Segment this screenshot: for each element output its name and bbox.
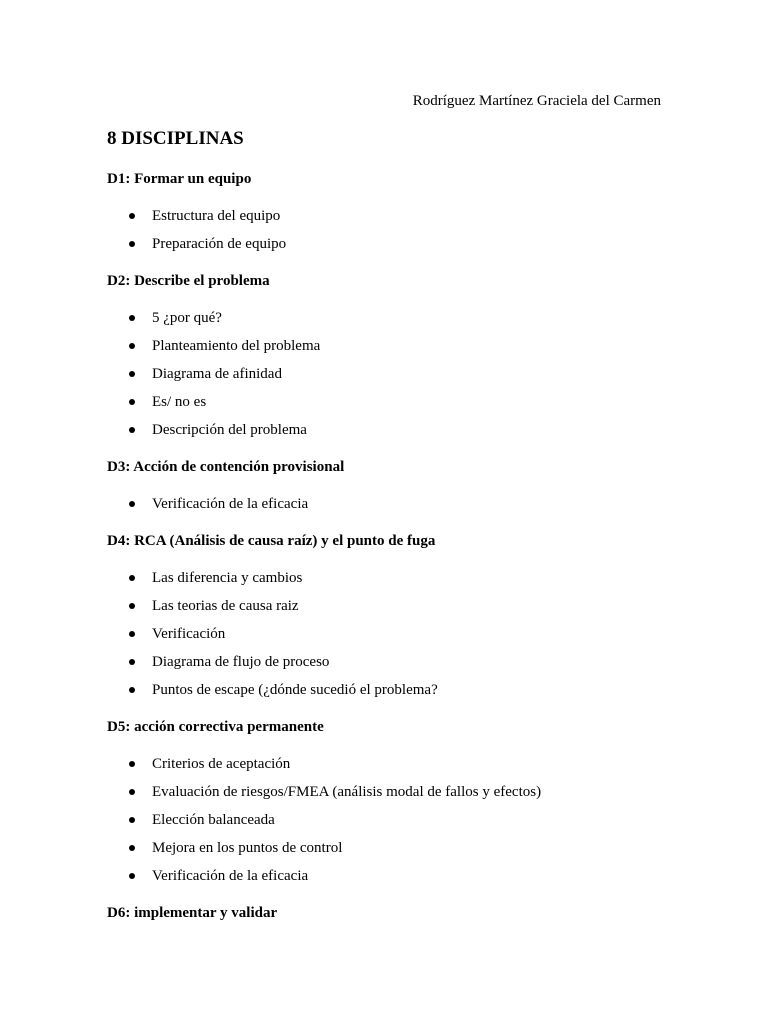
list-item-text: Evaluación de riesgos/FMEA (análisis modal de fallos y efectos) — [152, 784, 542, 800]
list-item — [107, 308, 667, 328]
list-item — [107, 336, 667, 356]
bullet-icon — [129, 575, 135, 581]
list-item-text: Criterios de aceptación — [152, 756, 291, 772]
list-item-text: Verificación de la eficacia — [152, 868, 309, 884]
document-body — [107, 169, 667, 940]
list-item-text: Mejora en los puntos de control — [152, 840, 343, 856]
list-item — [107, 652, 667, 672]
bullet-icon — [129, 343, 135, 349]
bullet-icon — [129, 761, 135, 767]
author-name: Rodríguez Martínez Graciela del Carmen — [412, 93, 661, 109]
list-item-text: Planteamiento del problema — [152, 338, 321, 354]
list-item-text: Elección balanceada — [152, 812, 275, 828]
bullet-list — [107, 308, 667, 440]
list-item — [107, 420, 667, 440]
list-item-text: Diagrama de afinidad — [152, 366, 282, 382]
section-heading: D5: acción correctiva permanente — [107, 719, 324, 735]
bullet-icon — [129, 603, 135, 609]
bullet-icon — [129, 845, 135, 851]
list-item — [107, 838, 667, 858]
list-item-text: Descripción del problema — [152, 422, 307, 438]
bullet-icon — [129, 371, 135, 377]
list-item-text: Las teorias de causa raiz — [152, 598, 299, 614]
section-heading: D1: Formar un equipo — [107, 171, 252, 187]
bullet-list — [107, 206, 667, 254]
list-item — [107, 494, 667, 514]
list-item — [107, 624, 667, 644]
list-item-text: Preparación de equipo — [152, 236, 287, 252]
section-heading: D2: Describe el problema — [107, 273, 270, 289]
list-item-text: Verificación de la eficacia — [152, 496, 309, 512]
bullet-icon — [129, 315, 135, 321]
section-heading: D6: implementar y validar — [107, 905, 278, 921]
bullet-icon — [129, 659, 135, 665]
list-item-text: Diagrama de flujo de proceso — [152, 654, 330, 670]
bullet-icon — [129, 873, 135, 879]
list-item — [107, 392, 667, 412]
bullet-icon — [129, 427, 135, 433]
bullet-icon — [129, 241, 135, 247]
list-item-text: Estructura del equipo — [152, 208, 281, 224]
bullet-icon — [129, 817, 135, 823]
section-d1 — [107, 169, 667, 254]
bullet-icon — [129, 213, 135, 219]
section-d6 — [107, 903, 667, 923]
list-item — [107, 754, 667, 774]
bullet-icon — [129, 631, 135, 637]
list-item — [107, 810, 667, 830]
bullet-icon — [129, 687, 135, 693]
bullet-list — [107, 754, 667, 886]
document-title: 8 DISCIPLINAS — [107, 128, 244, 149]
section-heading: D4: RCA (Análisis de causa raíz) y el punto de fuga — [107, 533, 436, 549]
list-item — [107, 866, 667, 886]
bullet-list — [107, 494, 667, 514]
list-item-text: Verificación — [152, 626, 226, 642]
list-item-text: 5 ¿por qué? — [152, 310, 222, 326]
section-d2 — [107, 271, 667, 440]
list-item — [107, 782, 667, 802]
list-item — [107, 364, 667, 384]
list-item-text: Las diferencia y cambios — [152, 570, 303, 586]
list-item — [107, 568, 667, 588]
bullet-icon — [129, 789, 135, 795]
list-item — [107, 680, 667, 700]
list-item — [107, 234, 667, 254]
section-d3 — [107, 457, 667, 514]
list-item — [107, 206, 667, 226]
section-heading: D3: Acción de contención provisional — [107, 459, 345, 475]
list-item-text: Puntos de escape (¿dónde sucedió el problema? — [152, 682, 438, 698]
section-d5 — [107, 717, 667, 886]
bullet-icon — [129, 501, 135, 507]
bullet-list — [107, 568, 667, 700]
list-item-text: Es/ no es — [152, 394, 207, 410]
list-item — [107, 596, 667, 616]
section-d4 — [107, 531, 667, 700]
bullet-icon — [129, 399, 135, 405]
